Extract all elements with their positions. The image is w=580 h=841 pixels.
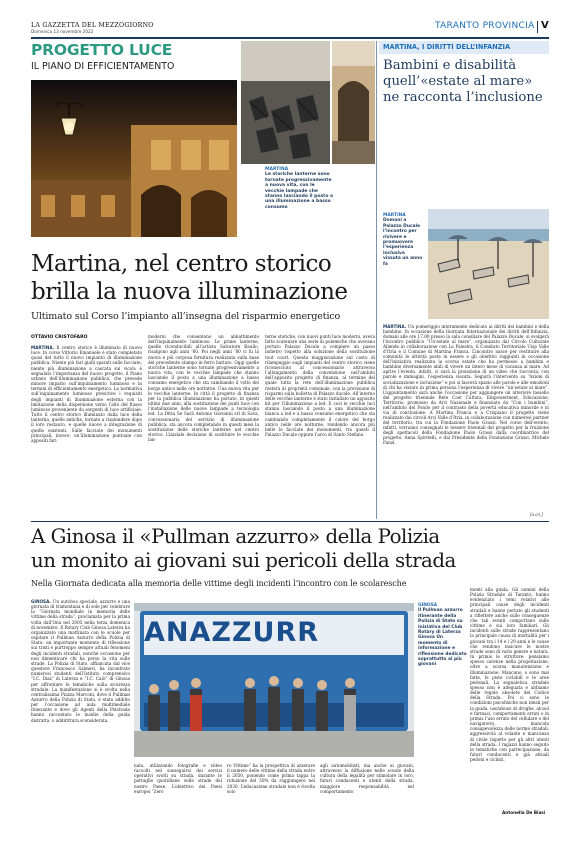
article2-signature: [a.cri.] — [530, 512, 544, 517]
issue-date: Domenica 13 novembre 2022 — [31, 29, 94, 34]
page-letter: V — [541, 20, 549, 31]
article1-kicker-sub: IL PIANO DI EFFICIENTAMENTO — [31, 61, 175, 72]
article1-col2: moderni che consentono un abbattimento dell’inquinamento luminoso. Le prime lanterne, quelle riconducibili all’artista Salvatore Baulio, risalgono agli anni ’60. Poi negli anni ’80 ci fu la nuova e più corposa fornitura realizzata sulla base del precedente stampo in ferro battuto. Oggi quelle storiche lanterne sono tornate progressivamente a nuova vita, con le vecchie lampade che stanno lasciando il posto a una illuminazione a basso consumo energetico che sta cambiando il volto del borgo antico nelle ore notturne. Una nuova vita per le vecchie lanterne. In città il progetto di finanza per la pubblica illuminazione ha portato, in questi ultimi due anni, alla sostituzione dei punti luce con l’installazione delle nuove lampade a tecnologia led. La Ditta Se Sarà Antonio Giovanni srl di Sava, concessionaria del servizio di illuminazione pubblica, sta ancora completando in questi mesi la sostituzione delle storiche lanterne nel centro storico. L’iniziale decisione di sostituire le vecchie lan- — [148, 334, 259, 443]
article3-headline-line1: A Ginosa il «Pullman azzurro» della Polizia — [31, 525, 440, 548]
article3-lead: GINOSA. — [31, 599, 51, 604]
article2-body-text: Un pomeriggio interamente dedicato ai diritti dei bambini e della bambine. In occasione della Giornata Internazionale dei diritti dell’Infanzia, domani alle ore 17.00 presso la sala consiliare del Palazzo Ducale, si svolgerà l’incontro pubblico “Un’estate al mare”, organizzato dal Circolo Culturale Aliende in collaborazione con La Palestra, il Comitato Territoriale Uisp Valle d’Itria e il Comune di Martina Franca. L’incontro nasce per restituire alla comunità le attività poste in essere e gli obiettivi raggiunti in occasione dell’iniziativa realizzata la scorsa estate che ha permesso a bambini e bambine diversamente abili di vivere un intero mese di vacanza al mare. Ad aprire l’evento, infatti, ci sarà la proiezione di un video che racconta, con parole e immagini, l’esperienza vissuta. Seguirà l’intervento su “Azioni di socializzazione e inclusione” e poi si lascerà spazio alle parole e alle emozioni di chi ha vissuto in prima persona l’esperienza di vivere “un’estate al mare”. L’appuntamento sarà anche l’occasione per aggiungere un ulteriore tassello del progetto triennale Rete Cost Cultura. Empowerment, Educazione, Territorio, promosso da Arci Nazionale e finanziato da “Con i bambini”, nell’ambito del Fondo per il contrasto della povertà educativa minorile e in via di conclusione. A Martina Franca e a Crispiano il progetto viene realizzato dai circoli Arci Valle d’Itria, in collaborazione con numerosi partner del territorio, tra cui la Fondazione Paolo Grassi. Nel corso dell’evento, infatti, verranno consegnati le tessere triennali del progetto per la fruizione degli spettacoli della Fondazione Paolo Grassi dalla coordinatrice del progetto, Anna Spiritelli, e dal Presidente della Fondazione Grassi, Michele Panzi. — [383, 324, 549, 446]
article3-caption-text: Il Pullman azzurro itinerante della Polizia di Stato su iniziativa del Club Rotary di Laterza Ginosa Un momento di informazione e riflessione dedicato soprattutto ai più giovani — [418, 608, 467, 668]
street-arch-image — [332, 41, 375, 164]
article3-subheadline: Nella Giornata dedicata alla memoria delle vittime degli incidenti l’incontro con le scolaresche — [31, 578, 407, 588]
article3-col5: menti alla guida. Gli uomini della Polizia Stradale di Taranto, hanno evidenziato i temi relativi alle principali cause degli incidenti stradali e hanno portato gli studenti a riflettere anche sulle conseguenze che tali eventi comportano sulle vittime e sui loro familiari. Gli incidenti sulle strade rappresentano la principale causa di mortalità per i giovani tra i 14 e i 29 anni e le cause che rendono insicure le nostre strade sono di vario genere e natura. In primis le strutture: pensiamo spesso carenze nella progettazione, oltre a scarsa manutenzione e illuminazione. Mancano, o sono mal fatte, le piste ciclabili e le aree pedonali. La segnaletica stradale spesso non è adeguata e abbiamo delle regole obsolete del Codice della Strada. Poi ci sono le condizioni psicofisiche non ideali per la guida, uso/abuso di droghe, alcool e farmaci, comportamenti errati o in primis l’uso errato del cellulare o del navigatore), mancata consapevolezza delle norme stradali, aggressività al volante e mancanza di civile rispetto per gli altri utenti della strada. I ragazzi hanno seguito le tematiche con partecipazione, da futuri conducenti e già attuali pedoni e ciclisti. — [470, 587, 549, 763]
article3-col3: ro Vittime” ha la prospettiva di azzerare il numero delle vittime della strada entro il 2050, ponendo come prima tappa la riduzione del 50% da raggiungere nel 2030. L’educazione stradale non è rivolta solo — [227, 763, 315, 794]
historic-building-image — [31, 80, 237, 237]
article3-col4: agli automobilisti, ma anche ai giovani, attraverso la diffusione nelle scuole della cultura della legalità per stimolare in loro, futuri conducenti e utenti della strada, maggiore responsabilità nel comportamento — [320, 763, 414, 794]
article2-caption-text: Domani a Palazzo Ducale l’incontro per rivivere e promuovere l’esperienza inclusiva vissuta un anno fa — [383, 218, 423, 267]
article3-col1 — [31, 599, 130, 816]
section-divider — [537, 21, 538, 33]
article1-caption-text: Le storiche lanterne sono tornate progressivamente a nuova vita, con le vecchie lampade che stanno lasciando il posto a una illuminazione a basso consumo — [265, 172, 334, 210]
article3-col1-text: Un autobus speciale, azzurro e una giornata di tramontana e di sole per celebrare la “Giornata mondiale in memoria delle vittime della strada”, proclamata per la prima volta dall’Onu nel 2005 nella terza domenica di novembre. Il Rotary Club Ginosa Laterza ha organizzato una mattinata con le scuole per ospitare il Pullman Azzurro della Polizia di Stato: un importante momento di riflessione sui tristi e purtroppo sempre attuali fenomeni degli incidenti stradali, nonché occasione per non dimenticare chi ha perso la vita sulle strade. La Polizia di Stato, affiancata dal vice questore Francesco Salmeri, ha incontrato numerosi studenti dell’Istituto comprensivo “I.C. Diaz” di Laterza e “I.C. Calò” di Ginosa per affrontare le tematiche sulla sicurezza stradale. La manifestazione si è svolta nella centralissima Piazza Marconi, dove il Pullman Azzurro della Polizia di Stato, è stato adibito per l’occasione ad aula multimediale itinerante e dove gli Agenti della Polstrada hanno raccontato le insidie della guida distratta, o addirittura sconsiderata, — [31, 599, 130, 723]
article2-caption-place: MARTINA — [383, 213, 406, 218]
masthead — [31, 20, 549, 36]
article1-caption — [265, 167, 335, 239]
article1-byline: OTTAVIO CRISTOFARO — [31, 335, 88, 340]
photo-beach — [428, 209, 549, 319]
article3-caption — [418, 603, 467, 755]
article2-headline-line3: ne racconta l’inclusione — [383, 90, 543, 105]
article2-divider — [376, 41, 377, 519]
newspaper-name: LA GAZZETTA DEL MEZZOGIORNO — [31, 22, 154, 29]
article3-headline — [31, 525, 549, 573]
article1-col1 — [31, 345, 142, 517]
article2-headline-line2: quell’«estate al mare» — [383, 74, 533, 89]
article3-caption-place: GINOSA — [418, 603, 438, 608]
article2-body — [383, 324, 549, 512]
article2-headline — [383, 58, 549, 106]
old-lanterns-image — [241, 41, 330, 164]
article2-headline-line1: Bambini e disabilità — [383, 58, 517, 73]
article1-col3: terne storiche, con nuovi punti luce moderni, aveva fatto scatenare una serie di polemiche che avevano portato Palazzo Ducale a compiere un passo indietro rispetto alla soluzione della sostituzione tout court. Questa maggiorazione sul costo di rilampeggio sugli impianti del centro storico viene riconosciuto al concessionario attraverso l’allungamento della convenzione nell’ambito dell’apposito progetto di finanza, al termine del quale tutta la rete dell’illuminazione pubblica resterà di proprietà comunale, con la previsione di risparmi sulla bolletta di Palazzo ducale. All’interno delle vecchie lanterne è stato installato un apposito kit per l’illuminazione a led. E così le vecchie luci stanno lasciando il posto a una illuminazione bianca a led e a basso consumo energetico che sta cambiando completamente il colore del borgo antico nelle ore notturne, rendendo ancora più belle le facciate dei monumenti, tra questi il Palazzo Ducale oppure l’arco di Santo Stefano. — [265, 334, 375, 437]
section-divider-rule — [31, 521, 549, 522]
article1-lead: MARTINA. — [31, 345, 55, 350]
article2-caption — [383, 213, 424, 291]
article1-headline — [31, 250, 376, 306]
article2-lead: MARTINA. — [383, 324, 407, 329]
article1-subheadline: Ultimato sul Corso l’impianto all’insegna del risparmio energetico — [31, 311, 341, 322]
article3-col2: nata, utilizzando fotografie e video raccolti nel susseguirsi dei servizi operativi svolti su strada, durante le pattuglie quotidiane sulle strade del nostro Paese. L’obiettivo dei Paesi europei “Zero — [134, 763, 222, 794]
article2-kicker-bar — [379, 41, 549, 54]
article1-kicker: PROGETTO LUCE — [31, 41, 173, 59]
photo-pullman-azzurro — [134, 603, 414, 757]
section-title: TARANTO PROVINCIA — [435, 21, 535, 31]
photo-old-lanterns — [241, 41, 330, 164]
photo-historic-building-night — [31, 80, 237, 237]
article1-caption-place: MARTINA — [265, 167, 289, 172]
beach-image — [428, 209, 549, 319]
article3-signature: Antonella De Biasi — [502, 810, 546, 815]
article1-headline-line2: brilla la nuova illuminazione — [31, 279, 348, 305]
bus-lettering: ANAZZURR — [144, 617, 320, 648]
masthead-rule — [31, 37, 549, 39]
article1-headline-line1: Martina, nel centro storico — [31, 251, 332, 277]
article2-kicker: MARTINA, I DIRITTI DELL’INFANZIA — [383, 43, 511, 51]
article1-col1-text: Il centro storico è illuminato di nuovo luce. In corso Vittorio Emanuele è stato completato quasi del tutto il nuovo impianto di illuminazione pubblica. Niente più fari gialli sparati sulle facciate, niente più illuminazione a cascata sui vicoli: è segnalato l’importanza del nuovo progetto, il Piano urbano dell’illuminazione pubblica, che prevede minore impatto sull’inquinamento luminoso e in termini di efficientamento energetico. La normativa sull’inquinamento luminoso prescrive i requisiti degli impianti di illuminazione esterna con la limitazione della dispersione verso l’alto del flusso luminoso proveniente da sorgenti di luce artificiale. Tutto il centro storico illuminato dalla luce della lanterna, quelle antiche, tornate a risplendere dopo il loro restauro, e quelle nuove a integrazione di quelle esistenti. Sulle facciate dei monumenti principali, invece, un’illuminazione puntuale con appositi fari — [31, 345, 142, 443]
photo-street-arch — [332, 41, 375, 164]
article3-headline-line2: un monito ai giovani sui pericoli della strada — [31, 549, 456, 572]
